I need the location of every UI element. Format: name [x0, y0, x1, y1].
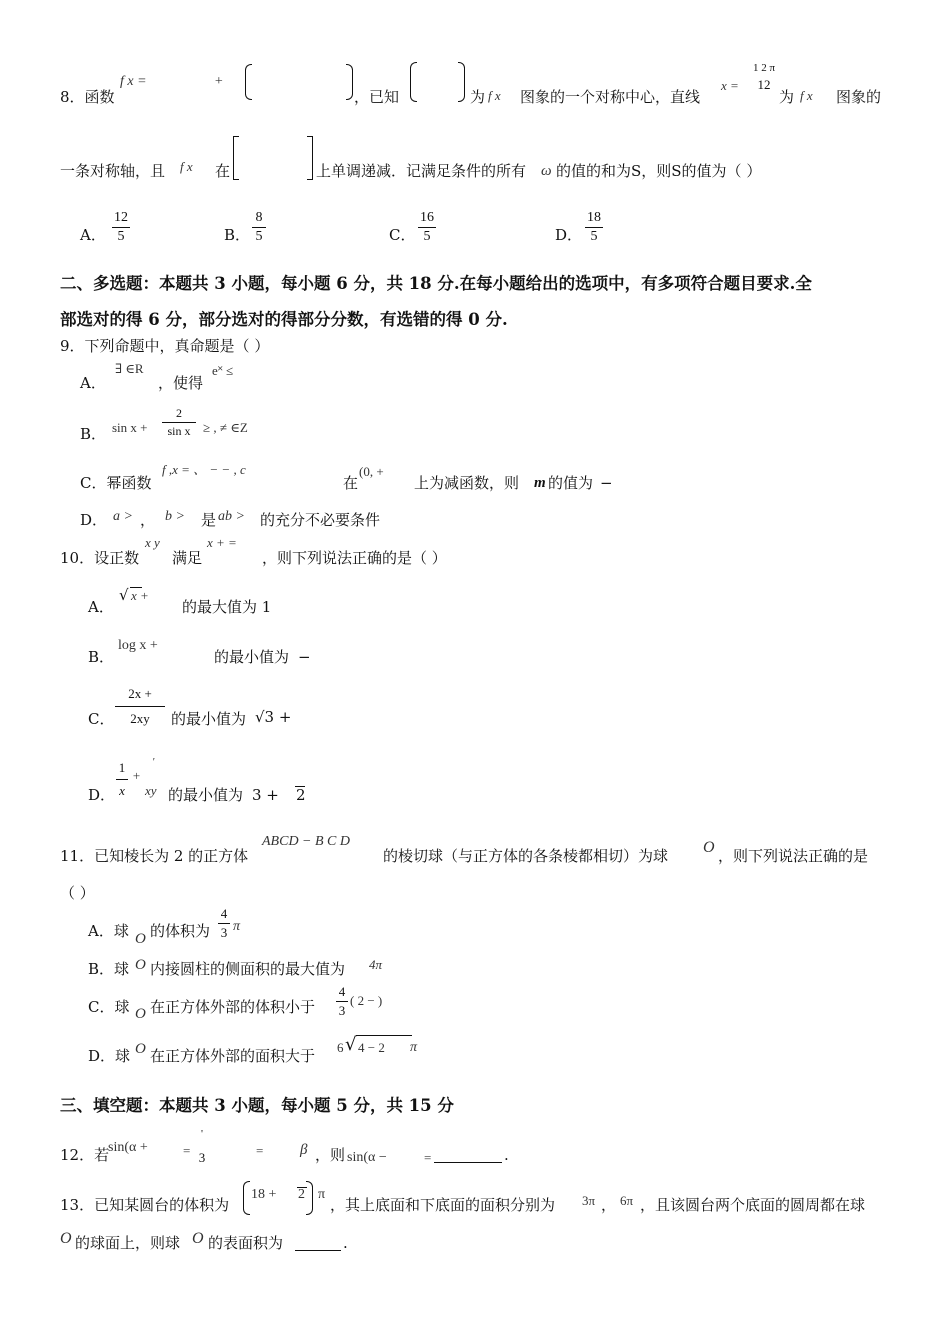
q9-d-label: D．	[80, 511, 108, 529]
q8-option-a-label: A．	[80, 226, 106, 244]
q13-vol: 18 +	[251, 1187, 277, 1202]
q11-b-val: 4π	[369, 957, 383, 972]
q11-stem-c: ，则下列说法正确的是	[718, 847, 869, 865]
q11-a-den: 3	[220, 925, 228, 940]
q11-b-O: O	[135, 957, 146, 973]
q8-paren-left	[245, 64, 252, 100]
q11-a-fraction	[218, 906, 230, 941]
q8-fx3: f x	[800, 88, 813, 103]
q8-option-d-den: 5	[590, 229, 598, 244]
q11-d-text: 在正方体外部的面积大于	[150, 1047, 316, 1065]
q8-line2-a: 一条对称轴，且	[60, 162, 166, 180]
q9-d-math3: ab >	[218, 509, 245, 524]
q8-line2-b: 上单调递减．记满足条件的所有	[316, 162, 527, 180]
q8-line2-c: 的值的和为S，则S的值为（ ）	[556, 162, 762, 180]
q10-c-val: √3 +	[255, 708, 292, 726]
q10-d-text: 的最小值为	[168, 786, 244, 804]
q8-option-b-num: 8	[255, 210, 263, 225]
q11-c-num: 4	[338, 984, 346, 999]
q11-stem-a: 11．已知棱长为 2 的正方体	[60, 847, 249, 865]
q9-d-math2: b >	[165, 509, 185, 524]
q13-O2: O	[192, 1230, 204, 1247]
q8-option-b-label: B．	[224, 226, 251, 244]
q9-stem: 9．下列命题中，真命题是（ ）	[60, 337, 270, 355]
q13-end: .	[343, 1234, 348, 1252]
q12-fraction	[196, 1128, 208, 1166]
q8-axis-fraction	[752, 62, 776, 93]
q12-end: .	[504, 1146, 509, 1164]
q13-vol-paren-left	[243, 1181, 250, 1215]
q13-O: O	[60, 1230, 72, 1247]
q9-b-math: sin x +	[112, 420, 148, 435]
q10-stem-a: 10．设正数	[60, 549, 140, 567]
q9-c-text: 上为减函数，则	[414, 474, 520, 492]
q8-plus: +	[214, 74, 224, 89]
q11-c-val: ( 2 − )	[350, 993, 383, 1008]
q10-c-den: 2xy	[130, 711, 150, 726]
q8-option-c-den: 5	[423, 229, 431, 244]
q12-math1: sin(α +	[108, 1140, 148, 1155]
q9-c-text2: 的值为	[548, 474, 594, 492]
q8-x-eq: x =	[721, 78, 739, 93]
q9-c-m: m	[534, 475, 546, 491]
q12-den: 3	[198, 1150, 206, 1165]
section3-title: 三、填空题：本题共 3 小题，每小题 5 分，共 15 分	[60, 1096, 454, 1115]
q13-line1-a: 13．已知某圆台的体积为	[60, 1196, 230, 1214]
q13-vol-paren-right	[306, 1181, 313, 1215]
q8-option-c-label: C．	[389, 226, 416, 244]
q10-b-label: B．	[88, 648, 115, 666]
q13-line2-a: 的球面上，则球	[75, 1234, 181, 1252]
q9-d-comma: ，	[140, 511, 156, 529]
q11-d-O: O	[135, 1041, 146, 1057]
q12-math2: sin(α −	[347, 1150, 387, 1165]
q13-vol2: 2	[298, 1187, 305, 1202]
q13-area2: 6π	[620, 1193, 634, 1208]
q9-d-math1: a >	[113, 509, 133, 524]
q10-d-fraction	[116, 760, 128, 799]
q9-a-math2: e˟ ≤	[212, 363, 234, 378]
q11-d-sqrt-bar	[356, 1035, 412, 1036]
q8-fx: f x =	[120, 74, 147, 89]
q9-a-label: A．	[80, 374, 106, 392]
q10-condition: x + =	[207, 535, 237, 550]
q11-c-label: C．球	[88, 998, 130, 1016]
q12-answer-blank[interactable]	[434, 1148, 502, 1163]
q10-b-math: log x +	[118, 638, 158, 653]
q13-line2-b: 的表面积为	[208, 1234, 284, 1252]
q12-eq3: =	[424, 1150, 432, 1165]
q10-d-den: x	[119, 783, 125, 798]
q13-answer-blank[interactable]	[295, 1236, 341, 1251]
q11-c-O: O	[135, 1006, 146, 1022]
q9-d-is: 是	[201, 511, 217, 529]
q10-c-num: 2x +	[128, 686, 152, 701]
q9-b-label: B．	[80, 425, 107, 443]
q10-c-label: C．	[88, 710, 115, 728]
q8-axis-frac-den: 12	[757, 77, 771, 92]
q9-d-text: 的充分不必要条件	[260, 511, 381, 529]
q10-d-den2: xy	[145, 783, 157, 798]
q8-option-d-fraction	[585, 210, 603, 245]
q11-a-text: 的体积为	[150, 922, 211, 940]
q9-c-dash: −	[600, 474, 613, 492]
q11-d-val: 6	[337, 1040, 344, 1055]
q8-option-c-fraction	[418, 210, 436, 245]
q11-d-label: D．球	[88, 1047, 131, 1065]
q9-c-interval: (0, +	[359, 464, 384, 479]
q10-d-label: D．	[88, 786, 116, 804]
q13-line1-c: ，且该圆台两个底面的圆周都在球	[640, 1196, 866, 1214]
q9-c-in: 在	[343, 474, 359, 492]
q8-known: ，已知	[354, 88, 400, 106]
q8-fx4: f x	[180, 159, 193, 174]
q10-d-tick: '	[152, 756, 155, 768]
q9-c-label: C．幂函数	[80, 474, 152, 492]
q8-option-b-fraction	[252, 210, 266, 245]
q12-eq2: =	[256, 1143, 264, 1158]
q11-c-fraction	[336, 984, 348, 1019]
q9-b-den: sin x	[167, 424, 191, 438]
q10-a-label: A．	[88, 598, 114, 616]
q12-text: ，则	[315, 1146, 346, 1164]
q8-center-text: 为	[470, 88, 486, 106]
q10-a-text: 的最大值为 1	[182, 598, 272, 616]
q11-c-text: 在正方体外部的体积小于	[150, 998, 316, 1016]
q8-center-rest: 图象的一个对称中心，直线	[520, 88, 701, 106]
q10-c-fraction	[115, 686, 165, 727]
q10-stem-c: ，则下列说法正确的是（ ）	[262, 549, 447, 567]
q8-center-paren-left	[410, 62, 417, 102]
q11-a-O: O	[135, 931, 146, 947]
q8-number: 8．函数	[60, 88, 115, 106]
q8-axis-frac-num: 1 2 π	[752, 62, 776, 74]
q8-interval-right	[307, 136, 313, 180]
q8-option-c-num: 16	[420, 210, 434, 225]
q9-c-math: f ,x = 、 − − , c	[162, 462, 246, 477]
q12-beta: β	[300, 1142, 308, 1158]
q9-b-fraction	[162, 406, 196, 439]
q8-option-a-fraction	[112, 210, 130, 245]
q10-d-plus: +	[132, 768, 141, 783]
q8-option-b-den: 5	[255, 229, 263, 244]
q10-b-text: 的最小值为	[214, 648, 290, 666]
q9-b-math2: ≥ , ≠ ∈Z	[203, 420, 248, 435]
q8-center-paren-right	[458, 62, 465, 102]
q8-fx2: f x	[488, 88, 501, 103]
q11-c-den: 3	[338, 1003, 346, 1018]
q11-a-pi: π	[233, 919, 241, 934]
q10-a-sqrt: x +	[131, 588, 149, 603]
q10-c-text: 的最小值为	[171, 710, 247, 728]
q10-d-num: 1	[118, 760, 126, 775]
q11-O: O	[703, 839, 715, 856]
q13-vol-pi: π	[318, 1187, 326, 1202]
q9-a-math: ∃ ∈R	[115, 361, 144, 376]
q12-num: '	[201, 1128, 203, 1140]
q11-d-pi: π	[410, 1040, 418, 1055]
q11-d-sqrt-sign: √	[345, 1034, 357, 1055]
q11-a-label: A．球	[88, 922, 129, 940]
q8-option-a-num: 12	[114, 210, 128, 225]
q13-line1-b: ，其上底面和下底面的面积分别为	[330, 1196, 556, 1214]
q10-d-val2: 2	[296, 786, 306, 804]
q10-xy: x y	[145, 535, 160, 550]
q10-d-val: 3 +	[252, 786, 279, 804]
q11-b-label: B．球	[88, 960, 130, 978]
q13-sep: ，	[601, 1196, 617, 1214]
q8-option-d-num: 18	[587, 210, 601, 225]
q9-a-text: ，使得	[158, 374, 204, 392]
q11-cube: ABCD − B C D	[262, 834, 350, 849]
q11-b-text: 内接圆柱的侧面积的最大值为	[150, 960, 346, 978]
q11-stem-b: 的棱切球（与正方体的各条棱都相切）为球	[383, 847, 669, 865]
q10-b-dash: −	[298, 648, 311, 666]
q9-b-num: 2	[176, 406, 182, 420]
q12-label: 12．若	[60, 1146, 110, 1164]
q11-paren: （ ）	[60, 884, 95, 902]
section2-line2: 部选对的得 6 分，部分选对的得部分分数，有选错的得 0 分.	[60, 310, 508, 329]
q10-stem-b: 满足	[172, 549, 203, 567]
q8-omega: ω	[541, 163, 552, 179]
q11-d-sqrt: 4 − 2	[358, 1040, 385, 1055]
q8-axis-text: 为	[779, 88, 795, 106]
q12-eq: =	[183, 1143, 191, 1158]
q8-axis-rest: 图象的	[836, 88, 882, 106]
q8-in: 在	[215, 162, 231, 180]
q8-option-a-den: 5	[117, 229, 125, 244]
q13-area1: 3π	[582, 1193, 596, 1208]
q10-a-sqrt-sign: √	[119, 586, 129, 604]
q11-a-num: 4	[220, 906, 228, 921]
q8-paren-right	[346, 64, 353, 100]
q8-interval-left	[233, 136, 239, 180]
q8-option-d-label: D．	[555, 226, 583, 244]
section2-line1: 二、多选题：本题共 3 小题，每小题 6 分，共 18 分.在每小题给出的选项中，有多项符合题目要求.全	[60, 274, 812, 293]
